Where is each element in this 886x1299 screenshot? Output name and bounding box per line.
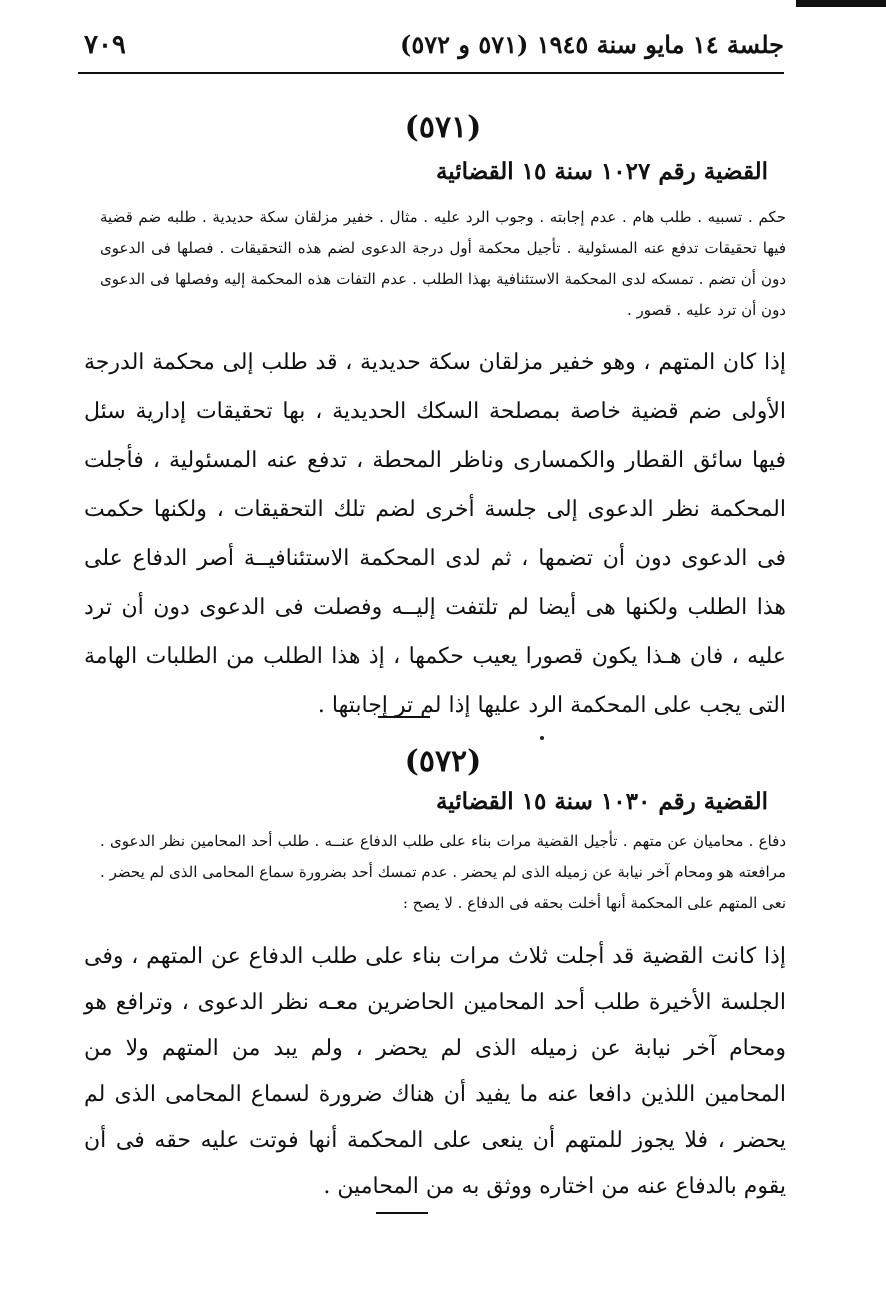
case-summary	[100, 202, 786, 326]
summary-text: حكم . تسبيه . طلب هام . عدم إجابته . وجوب الرد عليه . مثال . خفير مزلقان سكة حديدية . طلبه ضم قضية فيها تحقيقات تدفع عنه المسئولية . تأجيل محكمة أول درجة الدعوى لضم هذه التحقيقات . فصلها فى الدعوى دون أن تضم . تمسكه لدى المحكمة الاستئنافية بهذا الطلب . عدم التفات هذه المحكمة إليه وفصلها فى الدعوى دون أن ترد عليه . قصور .	[100, 208, 786, 319]
case-title: القضية رقم ١٠٣٠ سنة ١٥ القضائية	[435, 788, 768, 815]
print-speck	[540, 736, 544, 740]
case-number: (٥٧١)	[404, 110, 482, 145]
running-title: جلسة ١٤ مايو سنة ١٩٤٥ (٥٧١ و ٥٧٢)	[399, 30, 784, 59]
case-ruling	[84, 934, 786, 1210]
summary-text: دفاع . محاميان عن متهم . تأجيل القضية مرات بناء على طلب الدفاع عنــه . طلب أحد المحامين نظر الدعوى . مرافعته هو ومحام آخر نيابة عن زميله الذى لم يحضر . عدم تمسك أحد بضرورة سماع المحامى الذى لم يحضر . نعى المتهم على المحكمة أنها أخلت بحقه فى الدفاع . لا يصح :	[100, 832, 786, 912]
section-divider	[378, 716, 430, 718]
case-title: القضية رقم ١٠٢٧ سنة ١٥ القضائية	[435, 158, 768, 185]
case-summary	[100, 826, 786, 919]
scan-edge-mark	[796, 0, 886, 7]
case-number: (٥٧٢)	[404, 744, 482, 779]
section-end-rule	[376, 1212, 428, 1214]
ruling-text: إذا كان المتهم ، وهو خفير مزلقان سكة حديدية ، قد طلب إلى محكمة الدرجة الأولى ضم قضية خاصة بمصلحة السكك الحديدية ، بها تحقيقات إدارية سئل فيها سائق القطار والكمسارى وناظر المحطة ، تدفع عنه المسئولية ، فأجلت المحكمة نظر الدعوى إلى جلسة أخرى لضم تلك التحقيقات ، ولكنها حكمت فى الدعوى دون أن تضمها ، ثم لدى المحكمة الاستئنافيــة أصر الدفاع على هذا الطلب ولكنها هى أيضا لم تلتفت إليــه وفصلت فى الدعوى دون أن ترد عليه ، فان هـذا يكون قصورا يعيب حكمها ، إذ هذا الطلب من الطلبات الهامة التى يجب على المحكمة الرد عليها إذا لم تر إجابتها .	[84, 350, 786, 718]
ruling-text: إذا كانت القضية قد أجلت ثلاث مرات بناء على طلب الدفاع عن المتهم ، وفى الجلسة الأخيرة طلب أحد المحامين الحاضرين معـه نظر الدعوى ، وترافع هو ومحام آخر نيابة عن زميله الذى لم يحضر ، ولم يبد من المتهم ولا من المحامين اللذين دافعا عنه ما يفيد أن هناك ضرورة لسماع المحامى الذى لم يحضر ، فلا يجوز للمتهم أن ينعى على المحكمة أنها فوتت عليه حقه فى أن يقوم بالدفاع عنه من اختاره ووثق به من المحامين .	[84, 944, 786, 1199]
page-number: ٧٠٩	[84, 30, 126, 60]
header-rule	[78, 72, 784, 74]
case-ruling	[84, 338, 786, 730]
page-header	[78, 22, 784, 72]
